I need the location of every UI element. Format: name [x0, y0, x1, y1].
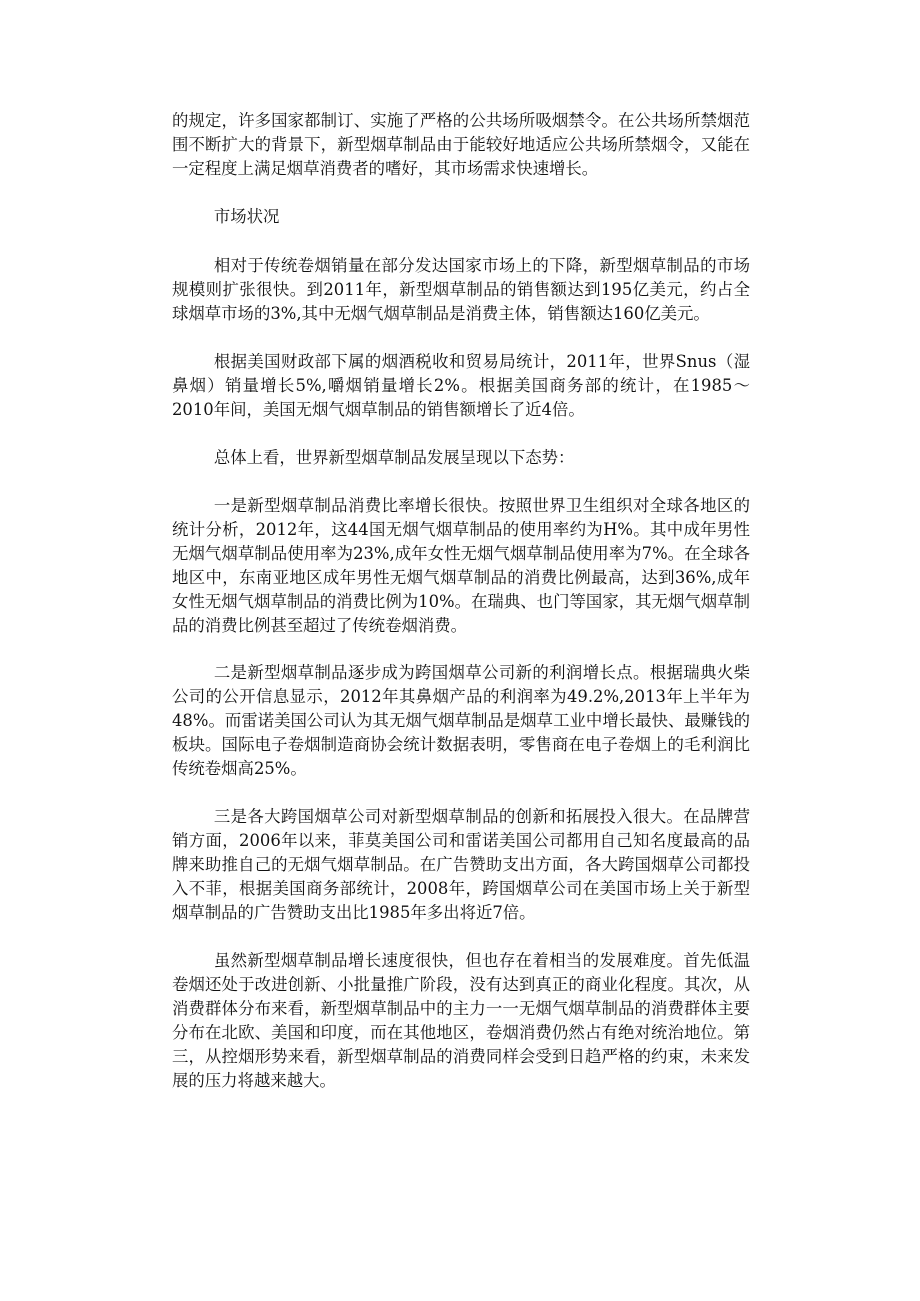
paragraph-trends-intro: 总体上看，世界新型烟草制品发展呈现以下态势： — [213, 448, 575, 467]
paragraph-challenges: 虽然新型烟草制品增长速度很快，但也存在着相当的发展难度。首先低温卷烟还处于改进创新、小批量推广阶段，没有达到真正的商业化程度。其次，从消费群体分布来看，新型烟草制品中的主力一一无烟气烟草制品的消费群体主要分布在北欧、美国和印度，而在其他地区，卷烟消费仍然占有绝对统治地位。第三，从控烟形势来看，新型烟草制品的消费同样会受到日趋严格的约束，未来发展的压力将越来越大。 — [172, 951, 750, 1090]
paragraph-market-scale: 相对于传统卷烟销量在部分发达国家市场上的下降，新型烟草制品的市场规模则扩张很快。到2011年，新型烟草制品的销售额达到195亿美元，约占全球烟草市场的3%,其中无烟气烟草制品是消费主体，销售额达160亿美元。 — [172, 256, 750, 323]
paragraph-us-statistics: 根据美国财政部下属的烟酒税收和贸易局统计，2011年，世界Snus（湿鼻烟）销量增长5%,嚼烟销量增长2%。根据美国商务部的统计，在1985～2010年间，美国无烟气烟草制品的销售额增长了近4倍。 — [172, 352, 750, 419]
document-body — [172, 109, 750, 1117]
paragraph-trend-one: 一是新型烟草制品消费比率增长很快。按照世界卫生组织对全球各地区的统计分析，2012年，这44国无烟气烟草制品的使用率约为H%。其中成年男性无烟气烟草制品使用率为23%,成年女性无烟气烟草制品使用率为7%。在全球各地区中，东南亚地区成年男性无烟气烟草制品的消费比例最高，达到36%,成年女性无烟气烟草制品的消费比例为10%。在瑞典、也门等国家，其无烟气烟草制品的消费比例甚至超过了传统卷烟消费。 — [172, 496, 750, 635]
paragraph-continuation: 的规定，许多国家都制订、实施了严格的公共场所吸烟禁令。在公共场所禁烟范围不断扩大的背景下，新型烟草制品由于能较好地适应公共场所禁烟令，又能在一定程度上满足烟草消费者的嗜好，其市场需求快速增长。 — [172, 111, 750, 178]
paragraph-trend-two: 二是新型烟草制品逐步成为跨国烟草公司新的利润增长点。根据瑞典火柴公司的公开信息显示，2012年其鼻烟产品的利润率为49.2%,2013年上半年为48%。而雷诺美国公司认为其无烟气烟草制品是烟草工业中增长最快、最赚钱的板块。国际电子卷烟制造商协会统计数据表明，零售商在电子卷烟上的毛利润比传统卷烟高25%。 — [172, 663, 750, 778]
paragraph-trend-three: 三是各大跨国烟草公司对新型烟草制品的创新和拓展投入很大。在品牌营销方面，2006年以来，菲莫美国公司和雷诺美国公司都用自己知名度最高的品牌来助推自己的无烟气烟草制品。在广告赞助支出方面，各大跨国烟草公司都投入不菲，根据美国商务部统计，2008年，跨国烟草公司在美国市场上关于新型烟草制品的广告赞助支出比1985年多出将近7倍。 — [172, 807, 750, 922]
section-heading-market-status: 市场状况 — [213, 207, 280, 226]
